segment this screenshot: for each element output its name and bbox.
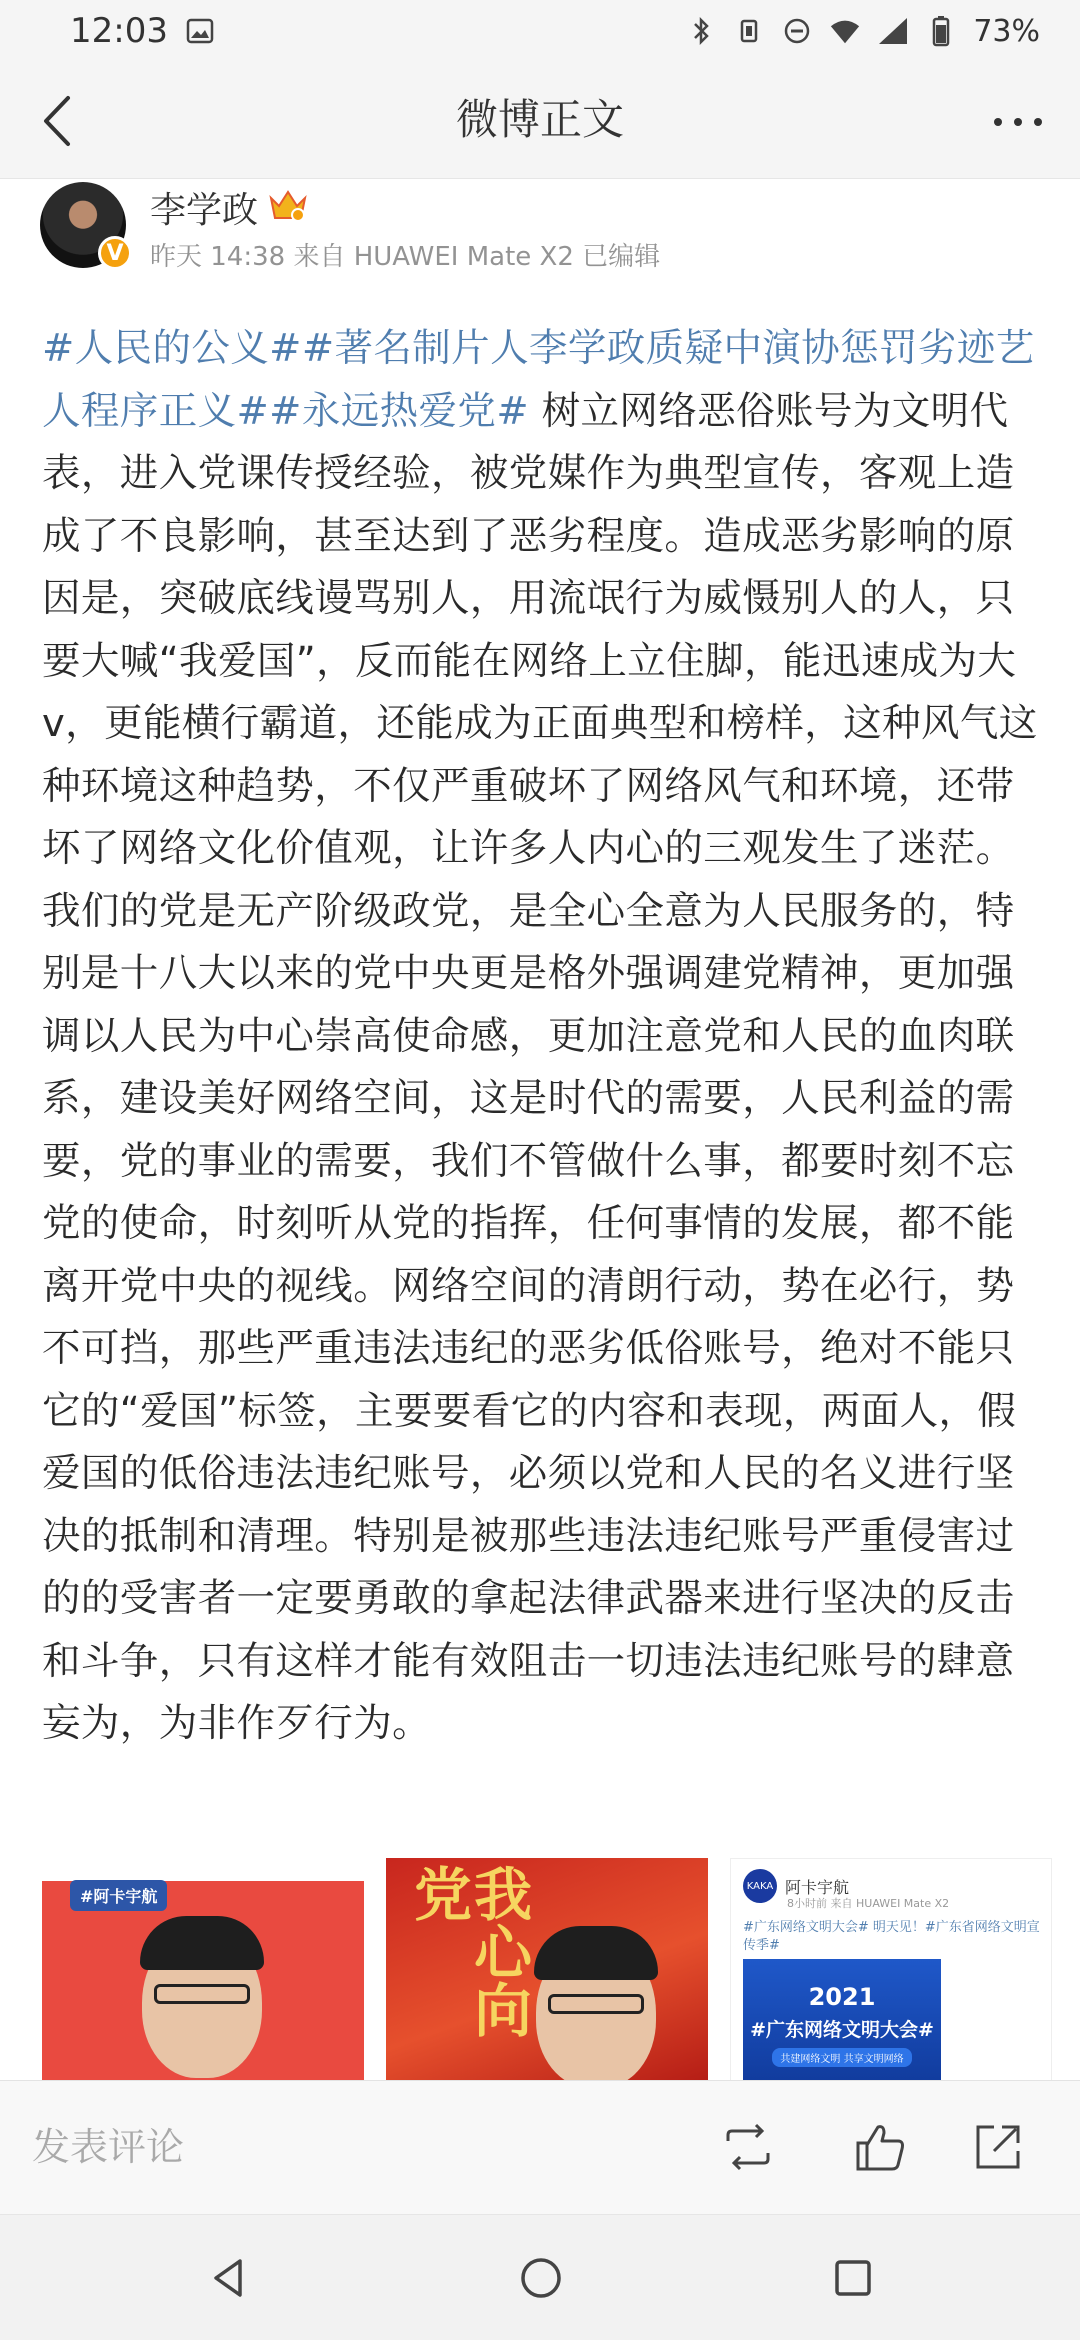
page-title: 微博正文: [455, 95, 624, 144]
poster-sub: 共建网络文明 共享文明网络: [772, 2048, 911, 2067]
status-right: [685, 14, 1040, 49]
nav-home-icon[interactable]: [518, 2255, 564, 2301]
post-hashtags[interactable]: #人民的公义##著名制片人李学政质疑中演协惩罚劣迹艺人程序正义##永远热爱党#: [42, 326, 1035, 434]
kaka-logo: KAKA: [743, 1869, 777, 1903]
bluetooth-icon: [685, 15, 717, 47]
nav-back-icon[interactable]: [206, 2255, 252, 2301]
poster-year: 2021: [808, 1983, 876, 2011]
post-body: [42, 318, 1052, 1756]
person-hair: [140, 1916, 264, 1970]
action-bar: [0, 2080, 1080, 2214]
comment-input[interactable]: [32, 2117, 532, 2177]
verified-badge: V: [98, 236, 132, 270]
glasses: [154, 1984, 250, 2004]
navigation-bar: [0, 2214, 1080, 2340]
more-icon[interactable]: [990, 102, 1046, 142]
vibrate-icon: [733, 15, 765, 47]
image-grid: [42, 1858, 1052, 2083]
do-not-disturb-icon: [781, 15, 813, 47]
glasses: [548, 1994, 644, 2014]
embedded-tags: #广东网络文明大会# 明天见！#广东省网络文明宣传季#: [743, 1920, 1040, 1953]
signal-icon: [877, 15, 909, 47]
nav-recents-icon[interactable]: [830, 2255, 876, 2301]
repost-icon[interactable]: [720, 2119, 776, 2175]
author-name[interactable]: 李学政: [150, 190, 259, 231]
embedded-meta: 8小时前 来自 HUAWEI Mate X2: [787, 1897, 950, 1910]
embedded-poster: [743, 1959, 941, 2083]
share-icon[interactable]: [970, 2119, 1026, 2175]
post-image-2[interactable]: [386, 1858, 708, 2083]
status-bar: [0, 0, 1080, 62]
post-image-1[interactable]: [42, 1858, 364, 2083]
image-icon: [184, 15, 216, 47]
status-left: [70, 11, 216, 51]
post-text: 树立网络恶俗账号为文明代表，进入党课传授经验，被党媒作为典型宣传，客观上造成了不良影响，甚至达到了恶劣程度。造成恶劣影响的原因是，突破底线谩骂别人，用流氓行为威慑别人的人，只要大喊“我爱国”，反而能在网络上立住脚，能迅速成为大v，更能横行霸道，还能成为正面典型和榜样，这种风气这种环境这种趋势，不仅严重破坏了网络风气和环境，还带坏了网络文化价值观，让许多人内心的三观发生了迷茫。我们的党是无产阶级政党，是全心全意为人民服务的，特别是十八大以来的党中央更是格外强调建党精神，更加强调以人民为中心崇高使命感，更加注意党和人民的血肉联系，建设美好网络空间，这是时代的需要，人民利益的需要，党的事业的需要，我们不管做什么事，都要时刻不忘党的使命，时刻听从党的指挥，任何事情的发展，都不能离开党中央的视线。网络空间的清朗行动，势在必行，势不可挡，那些严重违法违纪的恶劣低俗账号，绝对不能只它的“爱国”标签，主要要看它的内容和表现，两面人，假爱国的低俗违法违纪账号，必须以党和人民的名义进行坚决的抵制和清理。特别是被那些违法违纪账号严重侵害过的的受害者一定要勇敢的拿起法律武器来进行坚决的反击和斗争，只有这样才能有效阻击一切违法违纪账号的肆意妄为，为非作歹行为。: [42, 388, 1038, 1746]
embedded-account: 阿卡宇航: [785, 1877, 850, 1897]
author-row: [40, 182, 1040, 292]
like-icon[interactable]: [852, 2119, 908, 2175]
wifi-icon: [829, 15, 861, 47]
post-meta: 昨天 14:38 来自 HUAWEI Mate X2 已编辑: [150, 242, 661, 272]
app-header: [0, 62, 1080, 179]
image-slogan: 我心向党: [404, 1864, 532, 2038]
battery-percent: 73%: [973, 13, 1040, 49]
status-time: 12:03: [70, 11, 168, 51]
post-image-3[interactable]: [730, 1858, 1052, 2083]
image-tag: #阿卡宇航: [70, 1880, 167, 1911]
poster-title: #广东网络文明大会#: [750, 2019, 934, 2041]
crown-icon: [268, 188, 308, 224]
battery-icon: [925, 15, 957, 47]
person-hair: [534, 1926, 658, 1980]
